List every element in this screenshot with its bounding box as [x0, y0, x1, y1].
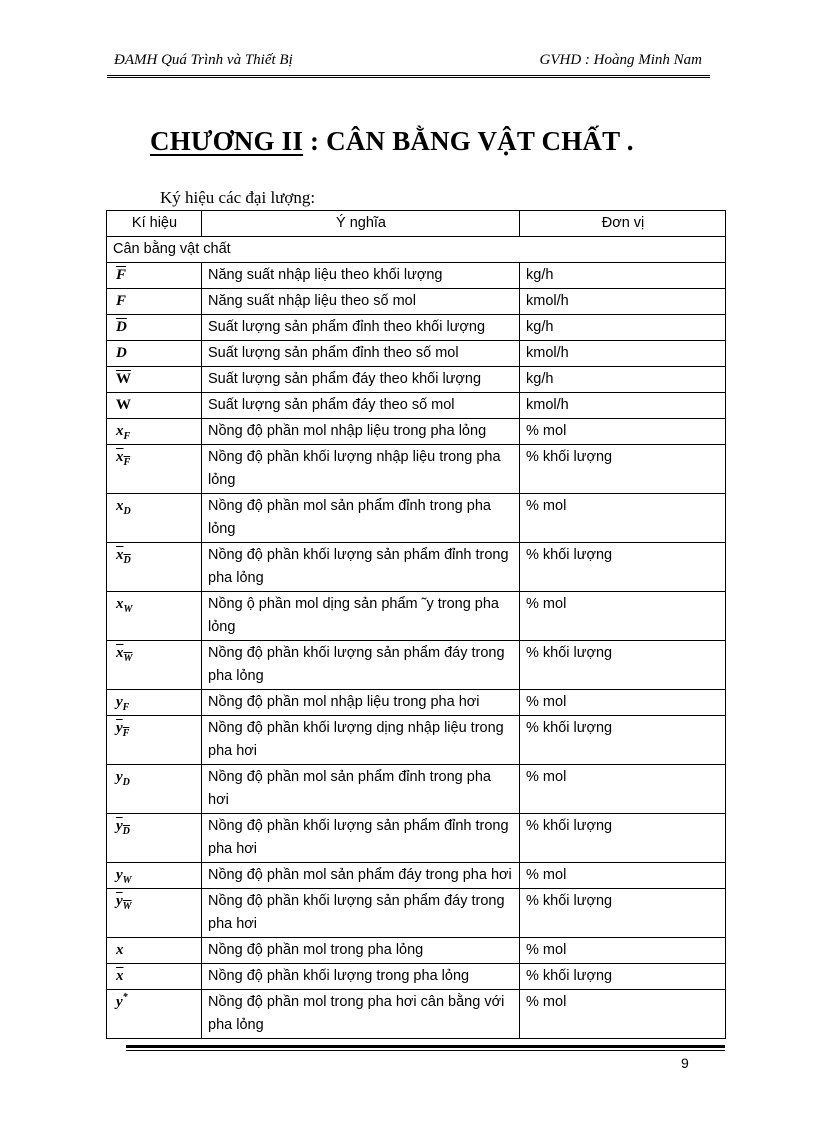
chapter-title [150, 126, 634, 157]
unit-cell: % khối lượng [520, 814, 726, 863]
table-row [107, 814, 726, 863]
meaning-cell: Nồng độ phần mol trong pha hơi cân bằng với pha lỏng [202, 990, 520, 1039]
symbol-cell: W [107, 393, 202, 419]
meaning-cell: Năng suất nhập liệu theo khối lượng [202, 263, 520, 289]
table-row [107, 341, 726, 367]
unit-cell: % khối lượng [520, 964, 726, 990]
table-row [107, 964, 726, 990]
footer-divider-thin [126, 1050, 725, 1051]
meaning-cell: Suất lượng sản phẩm đỉnh theo số mol [202, 341, 520, 367]
table-row [107, 367, 726, 393]
meaning-cell: Nồng độ phần mol sản phẩm đỉnh trong pha hơi [202, 765, 520, 814]
table-row [107, 716, 726, 765]
unit-cell: % mol [520, 765, 726, 814]
unit-cell: % mol [520, 419, 726, 445]
symbol-cell: x [107, 938, 202, 964]
symbols-table [106, 210, 726, 1039]
symbol-cell: D [107, 341, 202, 367]
meaning-cell: Nồng độ phần khối lượng dịng nhập liệu trong pha hơi [202, 716, 520, 765]
unit-cell: kmol/h [520, 289, 726, 315]
symbols-subtitle: Ký hiệu các đại lượng: [160, 188, 316, 207]
unit-cell: kmol/h [520, 393, 726, 419]
table-row [107, 889, 726, 938]
symbol-cell: $x_W$ [107, 641, 202, 690]
meaning-cell: Nồng độ phần khối lượng nhập liệu trong pha lỏng [202, 445, 520, 494]
symbol-cell: $y_F$ [107, 690, 202, 716]
table-row [107, 393, 726, 419]
unit-cell: kg/h [520, 315, 726, 341]
unit-cell: % mol [520, 494, 726, 543]
table-row [107, 289, 726, 315]
unit-cell: % mol [520, 863, 726, 889]
table-header-row [107, 211, 726, 237]
meaning-cell: Nồng độ phần mol nhập liệu trong pha lỏng [202, 419, 520, 445]
table-row [107, 765, 726, 814]
symbol-cell: $y_W$ [107, 863, 202, 889]
col-header-unit: Đơn vị [520, 211, 726, 237]
symbol-cell: F [107, 289, 202, 315]
meaning-cell: Nồng độ phần khối lượng sản phẩm đỉnh trong pha lỏng [202, 543, 520, 592]
unit-cell: % mol [520, 990, 726, 1039]
symbol-cell: $\overline{x}$ [107, 964, 202, 990]
symbol-cell: $y_D$ [107, 814, 202, 863]
col-header-symbol: Kí hiệu [107, 211, 202, 237]
table-row [107, 494, 726, 543]
unit-cell: % khối lượng [520, 543, 726, 592]
table-section-row [107, 237, 726, 263]
unit-cell: % khối lượng [520, 889, 726, 938]
table-row [107, 690, 726, 716]
meaning-cell: Suất lượng sản phẩm đỉnh theo khối lượng [202, 315, 520, 341]
table-row [107, 543, 726, 592]
symbol-cell: $y_W$ [107, 889, 202, 938]
unit-cell: % khối lượng [520, 445, 726, 494]
table-row [107, 592, 726, 641]
symbol-cell: $\overline{D}$ [107, 315, 202, 341]
unit-cell: % mol [520, 938, 726, 964]
meaning-cell: Nồng độ phần khối lượng sản phẩm đỉnh trong pha hơi [202, 814, 520, 863]
meaning-cell: Nồng độ phần khối lượng sản phẩm đáy trong pha hơi [202, 889, 520, 938]
meaning-cell: Suất lượng sản phẩm đáy theo khối lượng [202, 367, 520, 393]
meaning-cell: Nồng độ phần khối lượng trong pha lỏng [202, 964, 520, 990]
meaning-cell: Nồng độ phần mol nhập liệu trong pha hơi [202, 690, 520, 716]
unit-cell: % khối lượng [520, 641, 726, 690]
unit-cell: kmol/h [520, 341, 726, 367]
table-row [107, 419, 726, 445]
symbol-cell: $y_D$ [107, 765, 202, 814]
symbol-cell: $\overline{F}$ [107, 263, 202, 289]
footer-divider [126, 1045, 725, 1048]
header-left: ĐAMH Quá Trình và Thiết Bị [114, 52, 293, 68]
meaning-cell: Nồng ộ phần mol dịng sản phẩm ˜y trong pha lỏng [202, 592, 520, 641]
symbol-cell: y* [107, 990, 202, 1039]
page-number: 9 [681, 1055, 689, 1071]
symbol-cell: $x_F$ [107, 445, 202, 494]
table-row [107, 315, 726, 341]
symbol-cell: $x_D$ [107, 543, 202, 592]
section-label: Cân bằng vật chất [107, 237, 726, 263]
table-row [107, 641, 726, 690]
symbol-cell: $y_F$ [107, 716, 202, 765]
meaning-cell: Suất lượng sản phẩm đáy theo số mol [202, 393, 520, 419]
unit-cell: % mol [520, 690, 726, 716]
meaning-cell: Nồng độ phần mol sản phẩm đáy trong pha hơi [202, 863, 520, 889]
unit-cell: kg/h [520, 263, 726, 289]
meaning-cell: Nồng độ phần mol trong pha lỏng [202, 938, 520, 964]
chapter-number: CHƯƠNG II [150, 126, 304, 156]
unit-cell: % mol [520, 592, 726, 641]
table-row [107, 938, 726, 964]
unit-cell: kg/h [520, 367, 726, 393]
meaning-cell: Năng suất nhập liệu theo số mol [202, 289, 520, 315]
meaning-cell: Nồng độ phần mol sản phẩm đỉnh trong pha lỏng [202, 494, 520, 543]
unit-cell: % khối lượng [520, 716, 726, 765]
symbol-cell: $x_W$ [107, 592, 202, 641]
table-row [107, 445, 726, 494]
asterisk-mark: * [122, 992, 128, 1003]
symbol-cell: $x_F$ [107, 419, 202, 445]
meaning-cell: Nồng độ phần khối lượng sản phẩm đáy trong pha lỏng [202, 641, 520, 690]
chapter-name: : CÂN BẰNG VẬT CHẤT . [303, 126, 634, 156]
symbol-cell: $\overline{W}$ [107, 367, 202, 393]
symbol-cell: $x_D$ [107, 494, 202, 543]
col-header-meaning: Ý nghĩa [202, 211, 520, 237]
table-row [107, 863, 726, 889]
header-divider [107, 75, 710, 78]
header-right: GVHD : Hoàng Minh Nam [539, 52, 702, 68]
table-row [107, 990, 726, 1039]
table-row [107, 263, 726, 289]
